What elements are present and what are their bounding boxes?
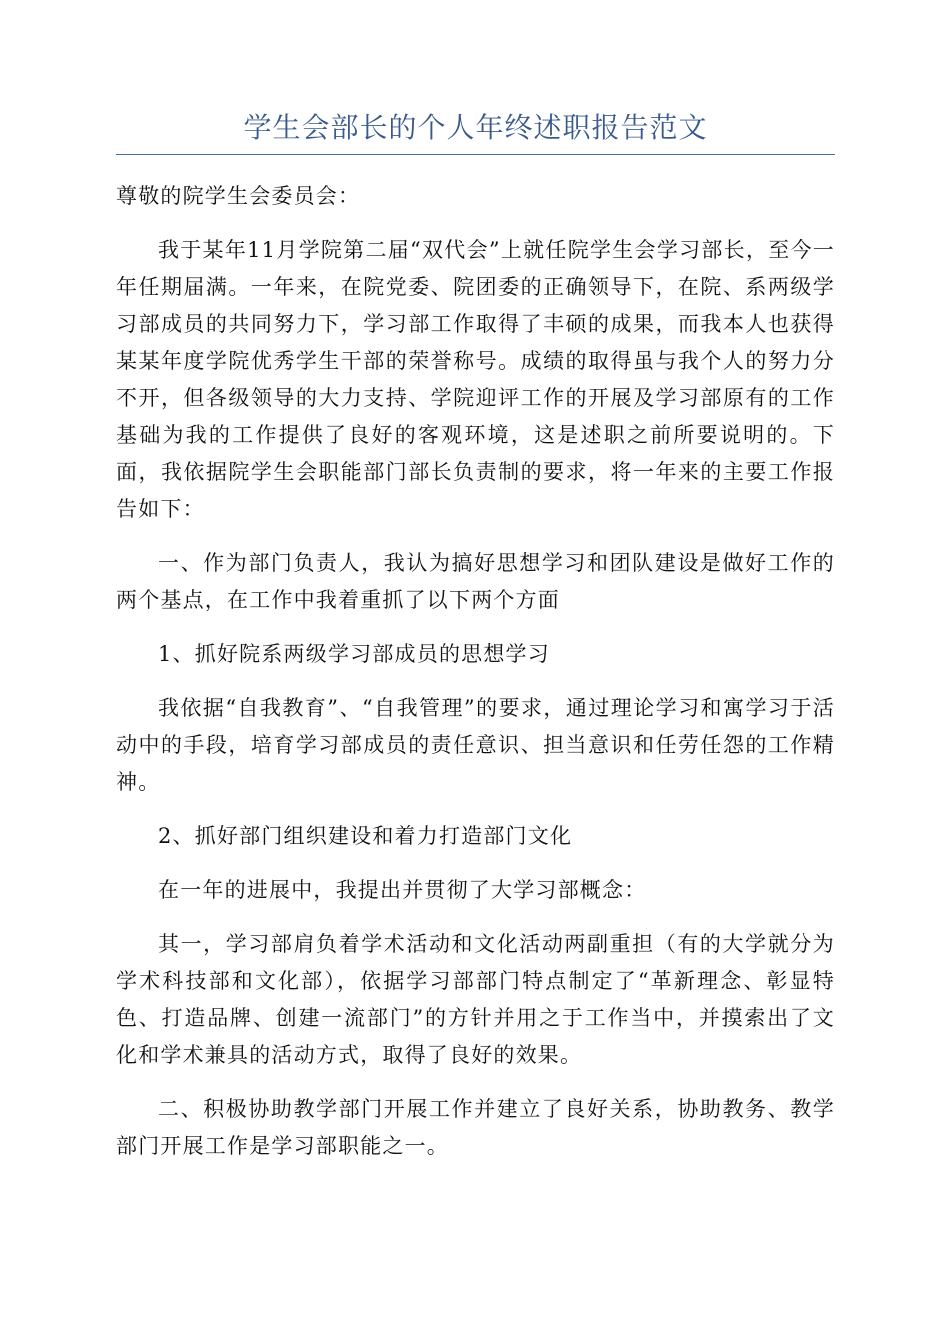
paragraph-section-1-heading: 一、作为部门负责人，我认为搞好思想学习和团队建设是做好工作的两个基点，在工作中我着重抓了以下两个方面	[116, 551, 835, 612]
paragraph-section-2-heading: 二、积极协助教学部门开展工作并建立了良好关系，协助教务、教学部门开展工作是学习部职能之一。	[116, 1097, 835, 1158]
salutation: 尊敬的院学生会委员会：	[116, 184, 361, 208]
document-title: 学生会部长的个人年终述职报告范文	[243, 111, 708, 144]
document-body	[116, 178, 835, 1182]
paragraph-subsection-1-body: 我依据“自我教育”、“自我管理”的要求，通过理论学习和寓学习于活动中的手段，培育学习部成员的责任意识、担当意识和任劳任怨的工作精神。	[116, 696, 835, 794]
paragraph-subsection-2-body: 其一，学习部肩负着学术活动和文化活动两副重担（有的大学就分为学术科技部和文化部），依据学习部部门特点制定了“革新理念、彰显特色、打造品牌、创建一流部门”的方针并用之于工作当中，并摸索出了文化和学术兼具的活动方式，取得了良好的效果。	[116, 932, 835, 1067]
paragraph-subsection-2: 2、抓好部门组织建设和着力打造部门文化	[158, 824, 573, 848]
paragraph-intro: 我于某年11月学院第二届“双代会”上就任院学生会学习部长，至今一年任期届满。一年来，在院党委、院团委的正确领导下，在院、系两级学习部成员的共同努力下，学习部工作取得了丰硕的成果，而我本人也获得某某年度学院优秀学生干部的荣誉称号。成绩的取得虽与我个人的努力分不开，但各级领导的大力支持、学院迎评工作的开展及学习部原有的工作基础为我的工作提供了良好的客观环境，这是述职之前所要说明的。下面，我依据院学生会职能部门部长负责制的要求，将一年来的主要工作报告如下：	[116, 238, 835, 521]
paragraph-subsection-2-intro: 在一年的进展中，我提出并贯彻了大学习部概念：	[158, 878, 647, 902]
paragraph-subsection-1: 1、抓好院系两级学习部成员的思想学习	[158, 642, 550, 666]
title-underline	[116, 154, 835, 155]
